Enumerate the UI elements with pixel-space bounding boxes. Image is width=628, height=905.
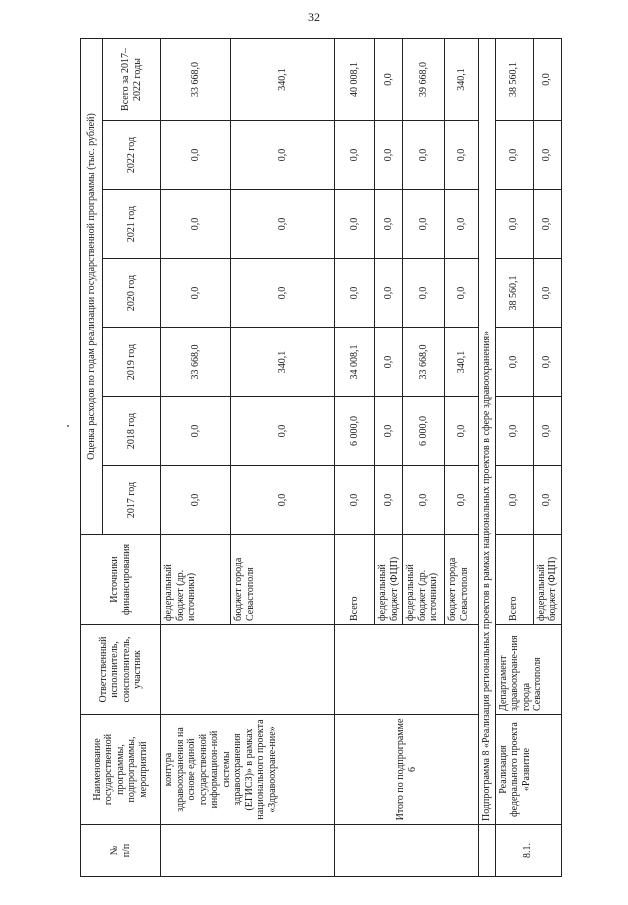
rotated-budget-table	[80, 39, 558, 877]
cell-subtotal-label: Итого по подпрограмме 6	[335, 715, 479, 825]
header-year: 2021 год	[103, 190, 161, 259]
cell-source: федеральный бюджет (др. источники)	[161, 535, 231, 625]
cell-source: федеральный бюджет (ФЦП)	[533, 535, 561, 625]
cell-source: Всего	[335, 535, 375, 625]
budget-table	[80, 38, 562, 877]
table-row	[335, 38, 375, 876]
cell-value: 0,0	[231, 397, 335, 466]
cell-value: 0,0	[495, 466, 533, 535]
cell-value: 0,0	[231, 259, 335, 328]
cell-value: 0,0	[335, 466, 375, 535]
cell-no: 8.1.	[495, 825, 561, 877]
cell-value: 0,0	[445, 190, 479, 259]
cell-responsible	[335, 625, 479, 715]
cell-value: 0,0	[403, 190, 445, 259]
header-year: 2022 год	[103, 121, 161, 190]
cell-value: 6 000,0	[335, 397, 375, 466]
cell-value: 0,0	[533, 397, 561, 466]
header-no: № п/п	[81, 825, 161, 877]
cell-value: 0,0	[375, 397, 403, 466]
cell-value: 39 668,0	[403, 38, 445, 120]
cell-value: 38 560,1	[495, 38, 533, 120]
header-sources: Источники финансирования	[81, 535, 161, 625]
cell-value: 40 008,1	[335, 38, 375, 120]
cell-value: 0,0	[403, 466, 445, 535]
cell-value: 0,0	[533, 259, 561, 328]
cell-value: 0,0	[495, 397, 533, 466]
cell-value: 340,1	[231, 38, 335, 120]
cell-value: 0,0	[335, 190, 375, 259]
table-row	[495, 38, 533, 876]
cell-value: 0,0	[533, 121, 561, 190]
cell-value: 0,0	[445, 397, 479, 466]
cell-value: 340,1	[445, 328, 479, 397]
cell-value: 0,0	[403, 121, 445, 190]
cell-value: 0,0	[495, 121, 533, 190]
cell-value: 0,0	[161, 259, 231, 328]
cell-value: 0,0	[161, 190, 231, 259]
header-year: 2017 год	[103, 466, 161, 535]
table-row	[479, 38, 496, 876]
header-estimate: Оценка расходов по годам реализации государственной программы (тыс. рублей)	[81, 38, 103, 534]
subprogram-title: Подпрограмма 8 «Реализация региональных проектов в рамках национальных проектов в сфере здравоохранения»	[479, 38, 496, 824]
cell-responsible: Департамент здравоохране-ния города Севастополя	[495, 625, 561, 715]
cell-value: 6 000,0	[403, 397, 445, 466]
header-year: 2020 год	[103, 259, 161, 328]
cell-project-name: контура здравоохранения на основе единой государственной информацион-ной системы здравоохранения (ЕГИСЗ)» в рамках национального проекта «Здравоохране-ние»	[161, 715, 335, 825]
header-year: 2018 год	[103, 397, 161, 466]
cell-responsible	[161, 625, 335, 715]
cell-value: 0,0	[495, 328, 533, 397]
cell-source: федеральный бюджет (ФЦП)	[375, 535, 403, 625]
cell-value: 0,0	[375, 328, 403, 397]
cell-source: бюджет города Севастополя	[445, 535, 479, 625]
cell-value: 0,0	[161, 397, 231, 466]
cell-item-name: Реализация федерального проекта «Развитие	[495, 715, 561, 825]
cell-value: 0,0	[375, 38, 403, 120]
cell-value: 0,0	[231, 121, 335, 190]
header-name: Наименование государственной программы, подпрограммы, мероприятий	[81, 715, 161, 825]
cell-value: 0,0	[403, 259, 445, 328]
header-responsible: Ответственный исполнитель, соисполнитель, участник	[81, 625, 161, 715]
cell-value: 0,0	[161, 121, 231, 190]
header-total: Всего за 2017–2022 годы	[103, 38, 161, 120]
cell-value: 0,0	[533, 466, 561, 535]
cell-value: 0,0	[375, 466, 403, 535]
cell-value: 38 560,1	[495, 259, 533, 328]
cell-value: 0,0	[445, 466, 479, 535]
cell-value: 0,0	[445, 121, 479, 190]
scan-speck	[67, 425, 69, 427]
cell-no	[161, 825, 335, 877]
cell-value: 0,0	[335, 121, 375, 190]
cell-value: 34 008,1	[335, 328, 375, 397]
cell-value: 0,0	[231, 190, 335, 259]
cell-value: 0,0	[495, 190, 533, 259]
cell-value: 0,0	[533, 328, 561, 397]
cell-value: 340,1	[231, 328, 335, 397]
cell-source: Всего	[495, 535, 533, 625]
table-row	[161, 38, 231, 876]
cell-value: 0,0	[375, 190, 403, 259]
cell-value: 0,0	[231, 466, 335, 535]
cell-value: 0,0	[445, 259, 479, 328]
cell-no	[335, 825, 479, 877]
cell-source: федеральный бюджет (др. источники)	[403, 535, 445, 625]
cell-no	[479, 825, 496, 877]
cell-value: 0,0	[335, 259, 375, 328]
cell-value: 0,0	[375, 259, 403, 328]
cell-value: 340,1	[445, 38, 479, 120]
header-year: 2019 год	[103, 328, 161, 397]
cell-value: 0,0	[161, 466, 231, 535]
cell-value: 0,0	[533, 190, 561, 259]
cell-value: 0,0	[533, 38, 561, 120]
cell-value: 0,0	[375, 121, 403, 190]
cell-value: 33 668,0	[403, 328, 445, 397]
page-number: 32	[308, 10, 320, 24]
cell-source: бюджет города Севастополя	[231, 535, 335, 625]
cell-value: 33 668,0	[161, 328, 231, 397]
cell-value: 33 668,0	[161, 38, 231, 120]
